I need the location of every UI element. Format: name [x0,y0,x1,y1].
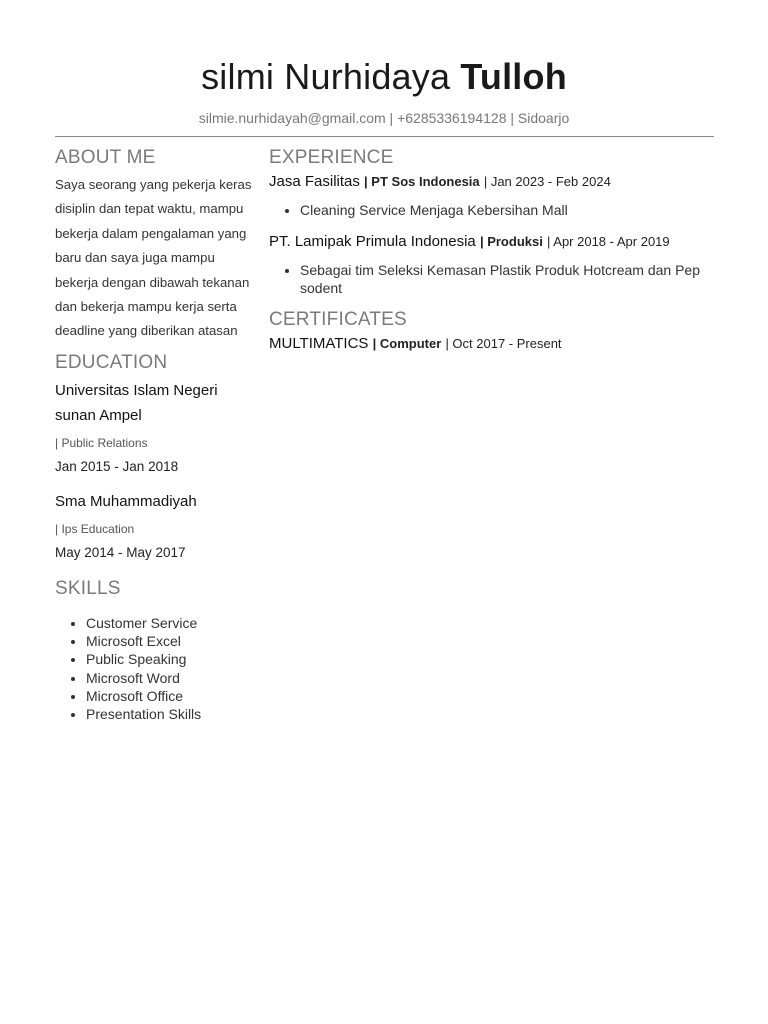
certificate-field: | Computer [372,336,442,351]
job-bullet: • Sebagai tim Seleksi Kemasan Plastik Produk Hotcream dan Pep sodent [300,261,717,297]
left-column [55,145,260,724]
candidate-name [0,54,768,100]
skills-list [55,614,260,724]
skill-item: • Customer Service [86,614,260,632]
right-column [269,145,717,355]
certificates-section [269,307,717,355]
certificates-title: CERTIFICATES [269,309,407,330]
about-title: ABOUT ME [55,147,156,168]
education-school: Sma Muhammadiyah [55,492,197,510]
job-header [269,171,717,193]
skills-section [55,576,260,724]
education-item [55,378,260,476]
skill-item: • Public Speaking [86,650,260,668]
job-entry [269,231,717,297]
job-bullet: • Cleaning Service Menjaga Kebersihan Mall [300,201,717,219]
job-bullets [269,201,717,219]
certificate-entry [269,333,717,355]
experience-section [269,145,717,297]
education-school: Universitas Islam Negeri sunan Ampel [55,381,218,424]
job-dates: | Jan 2023 - Feb 2024 [483,174,611,189]
first-name: silmi Nurhidaya [201,56,451,97]
skill-item: • Microsoft Excel [86,632,260,650]
job-bullets [269,261,717,297]
job-company: | Produksi [479,234,543,249]
header-divider [55,136,714,137]
resume-header [0,54,768,128]
education-dates: Jan 2015 - Jan 2018 [55,458,179,474]
certificate-dates: | Oct 2017 - Present [445,336,562,351]
experience-title: EXPERIENCE [269,147,394,168]
education-title: EDUCATION [55,351,168,373]
certificate-name: MULTIMATICS [269,335,369,352]
job-title: Jasa Fasilitas [269,173,360,190]
about-text: Saya seorang yang pekerja keras disiplin dan tepat waktu, mampu bekerja dalam pengalaman yang baru dan saya juga mampu bekerja dengan dibawah tekanan dan bekerja mampu kerja serta deadline yang diberikan atasan [55,177,252,339]
education-major: | Ips Education [55,521,135,536]
job-dates: | Apr 2018 - Apr 2019 [547,234,670,249]
job-title: PT. Lamipak Primula Indonesia [269,233,476,250]
education-major: | Public Relations [55,435,148,450]
last-name: Tulloh [460,56,567,97]
skill-item: • Microsoft Office [86,687,260,705]
job-company: | PT Sos Indonesia [364,174,480,189]
job-entry [269,171,717,219]
job-header [269,231,717,253]
contact-line: silmie.nurhidayah@gmail.com | +6285336194128 | Sidoarjo [198,110,570,126]
education-dates: May 2014 - May 2017 [55,544,186,560]
education-item [55,489,260,562]
education-section [55,350,260,562]
skills-title: SKILLS [55,577,121,599]
skill-item: • Presentation Skills [86,705,260,723]
about-section [55,145,260,344]
skill-item: • Microsoft Word [86,669,260,687]
